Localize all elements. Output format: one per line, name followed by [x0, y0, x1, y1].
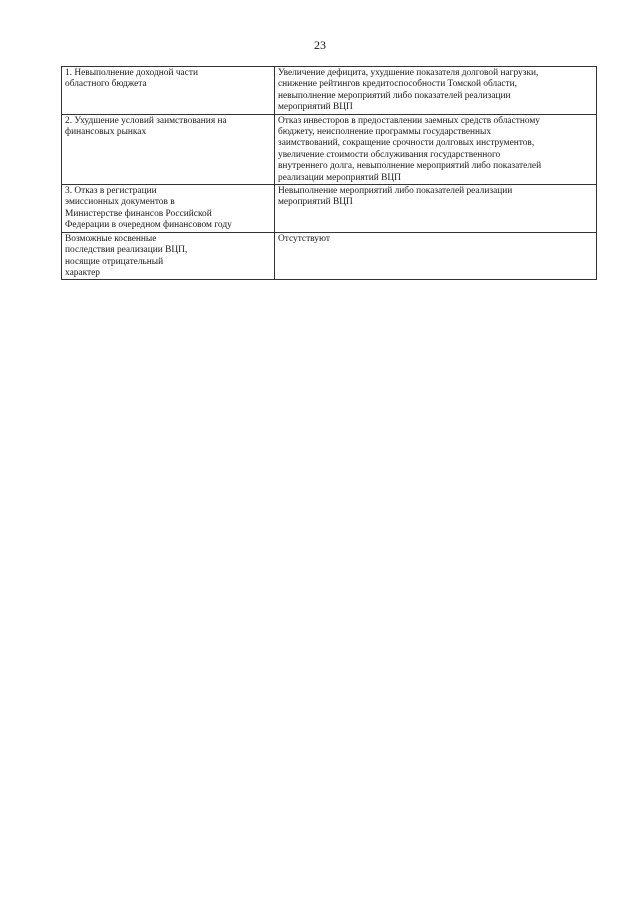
- table-row: [62, 114, 597, 184]
- consequence-cell: Отсутствуют: [275, 232, 597, 280]
- table-row: [62, 67, 597, 115]
- consequence-cell: Увеличение дефицита, ухудшение показателя долговой нагрузки, снижение рейтингов кредитоспособности Томской области, невыполнение мероприятий либо показателей реализации мероприятий ВЦП: [275, 67, 597, 115]
- risk-table: [61, 66, 597, 280]
- consequence-cell: Отказ инвесторов в предоставлении заемных средств областному бюджету, неисполнение программы государственных заимствований, сокращение срочности долговых инструментов, увеличение стоимости обслуживания государственного внутреннего долга, невыполнение мероприятий либо показателей реализации мероприятий ВЦП: [275, 114, 597, 184]
- risk-cell: 1. Невыполнение доходной части областного бюджета: [62, 67, 275, 115]
- risk-cell: 2. Ухудшение условий заимствования на финансовых рынках: [62, 114, 275, 184]
- table-row: [62, 185, 597, 233]
- page-number: 23: [314, 38, 326, 52]
- consequence-cell: Невыполнение мероприятий либо показателей реализации мероприятий ВЦП: [275, 185, 597, 233]
- risk-cell: Возможные косвенные последствия реализации ВЦП, носящие отрицательный характер: [62, 232, 275, 280]
- risk-cell: 3. Отказ в регистрации эмиссионных документов в Министерстве финансов Российской Федерации в очередном финансовом году: [62, 185, 275, 233]
- table-row: [62, 232, 597, 280]
